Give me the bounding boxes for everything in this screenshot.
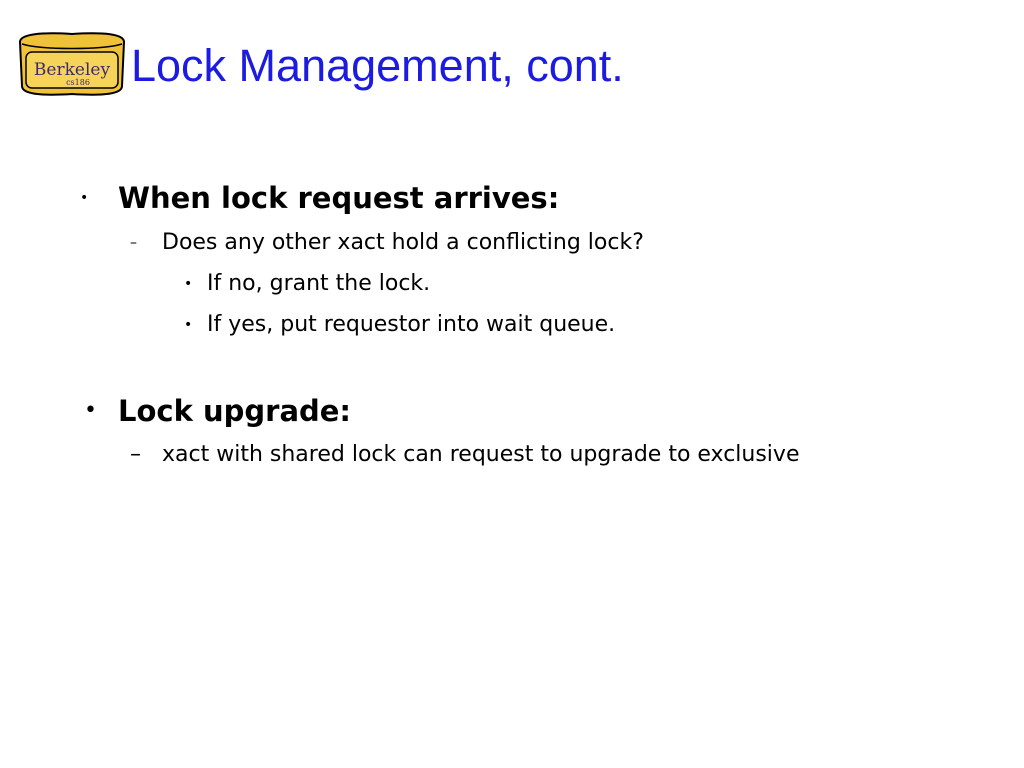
logo-text: Berkeley <box>33 60 111 80</box>
sub-sub-bullet-text: If no, grant the lock. <box>207 271 431 296</box>
logo-subtext: cs186 <box>66 78 90 87</box>
sub-bullet-text: Does any other xact hold a conflicting lock? <box>162 230 644 255</box>
bullet-heading: Lock upgrade: <box>118 394 352 428</box>
sub-sub-bullet-text: If yes, put requestor into wait queue. <box>207 312 616 337</box>
bullet-marker: • <box>80 190 89 206</box>
slide-title: Lock Management, cont. <box>131 40 624 91</box>
sub-sub-bullet-marker: • <box>184 317 193 333</box>
bullet-marker: • <box>84 398 97 423</box>
sub-sub-bullet-marker: • <box>184 276 193 292</box>
sub-bullet-marker: – <box>130 442 141 467</box>
sub-bullet-marker: – <box>130 235 137 251</box>
sub-bullet-text: xact with shared lock can request to upgrade to exclusive <box>162 442 800 467</box>
bullet-heading: When lock request arrives: <box>118 181 560 215</box>
